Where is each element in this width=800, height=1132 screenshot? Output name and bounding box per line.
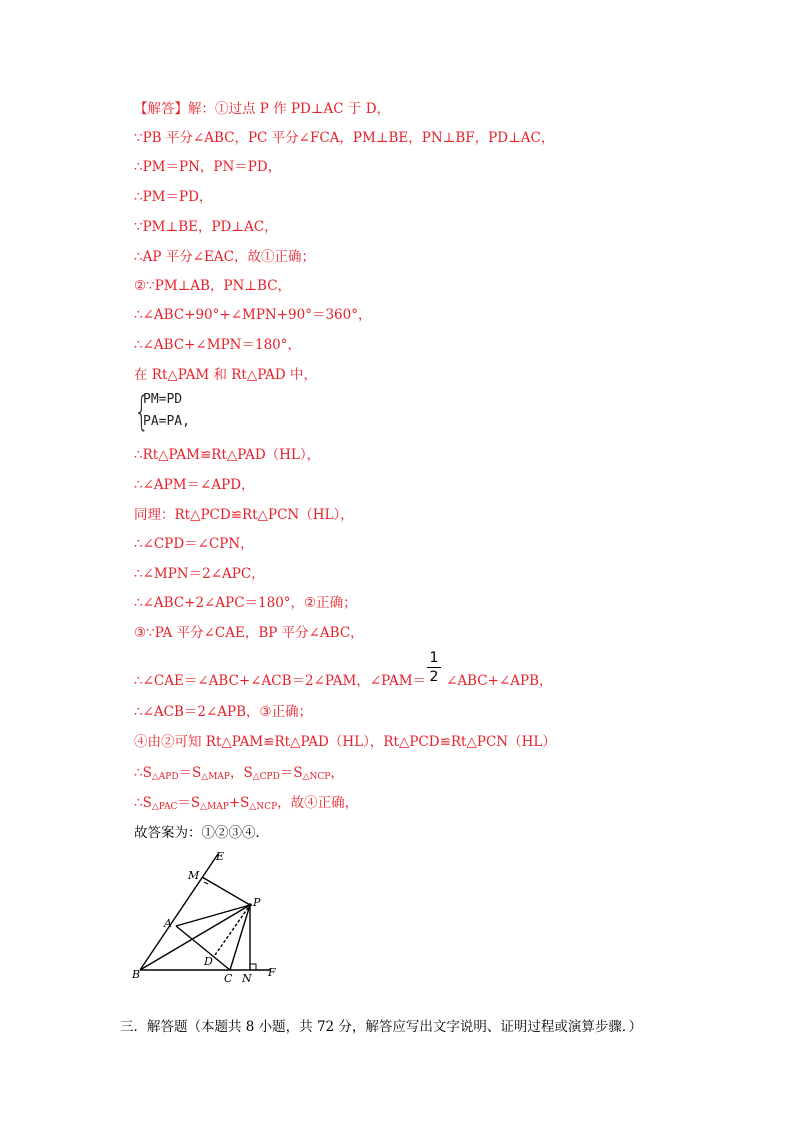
solution-line-3: ∴PM＝PN，PN＝PD，: [134, 159, 282, 175]
solution-label: 【解答】: [134, 101, 188, 117]
solution-line-12: ∴∠APM＝∠APD，: [134, 477, 255, 493]
solution-line-5: ∵PM⊥BE，PD⊥AC，: [134, 219, 278, 235]
solution-line-16: ∴∠ABC+2∠APC＝180°，②正确；: [134, 595, 357, 611]
fraction-one-half: 1 2: [427, 650, 441, 685]
label-E: E: [216, 850, 225, 863]
solution-line-22: $\therefore S_{\triangle PAC}=S_{\triangle MAP}+S_{\triangle NCP}$，故④正确，: [134, 795, 359, 812]
label-B: B: [132, 968, 141, 981]
answer-line: 故答案为：①②③④．: [134, 825, 269, 841]
label-P: P: [253, 896, 261, 909]
solution-line-11: ∴Rt△PAM≌Rt△PAD（HL），: [134, 447, 321, 463]
solution-line-8: ∴∠ABC+90°+∠MPN+90°＝360°，: [134, 307, 372, 323]
solution-line-7: ②∵PM⊥AB，PN⊥BC，: [134, 278, 292, 294]
solution-line-19: ∴∠ACB＝2∠APB，③正确；: [134, 704, 313, 720]
solution-line-13: 同理：Rt△PCD≌Rt△PCN（HL），: [134, 507, 354, 523]
section-heading: 三．解答题（本题共 8 小题，共 72 分，解答应写出文字说明、证明过程或演算步骤．）: [120, 1019, 643, 1035]
label-C: C: [224, 972, 233, 985]
solution-line-10: 在 Rt△PAM 和 Rt△PAD 中，: [134, 367, 317, 383]
solution-line-14: ∴∠CPD＝∠CPN，: [134, 536, 254, 552]
brace-symbol: {: [134, 389, 150, 435]
label-N: N: [242, 972, 252, 985]
solution-line-6: ∴AP 平分∠EAC，故①正确；: [134, 249, 315, 265]
system-line-1: PM=PD: [143, 392, 183, 407]
solution-line-21: $\therefore S_{\triangle APD}=S_{\triangle MAP}$，$S_{\triangle CPD}=S_{\triangle NCP}$，: [134, 765, 344, 782]
solution-line-9: ∴∠ABC+∠MPN＝180°，: [134, 337, 302, 353]
label-M: M: [188, 869, 200, 882]
solution-line-15: ∴∠MPN＝2∠APC，: [134, 566, 265, 582]
label-A: A: [164, 917, 172, 930]
label-D: D: [204, 955, 213, 968]
solution-line-4: ∴PM＝PD，: [134, 189, 213, 205]
geometry-diagram: [132, 846, 282, 986]
system-line-2: PA=PA,: [143, 414, 190, 429]
label-F: F: [268, 966, 276, 979]
solution-line-2: ∵PB 平分∠ABC，PC 平分∠FCA，PM⊥BE，PN⊥BF，PD⊥AC，: [134, 130, 555, 146]
solution-line-20: ④由②可知 Rt△PAM≌Rt△PAD（HL），Rt△PCD≌Rt△PCN（HL）: [134, 734, 556, 750]
geometry-figure: [132, 846, 282, 990]
solution-line-17: ③∵PA 平分∠CAE，BP 平分∠ABC，: [134, 625, 364, 641]
solution-line-18: ∴∠CAE＝∠ABC+∠ACB＝2∠PAM，∠PAM＝ ∠ABC+∠APB，: [134, 673, 553, 689]
solution-line-1: 【解答】解：①过点 P 作 PD⊥AC 于 D，: [134, 101, 391, 117]
